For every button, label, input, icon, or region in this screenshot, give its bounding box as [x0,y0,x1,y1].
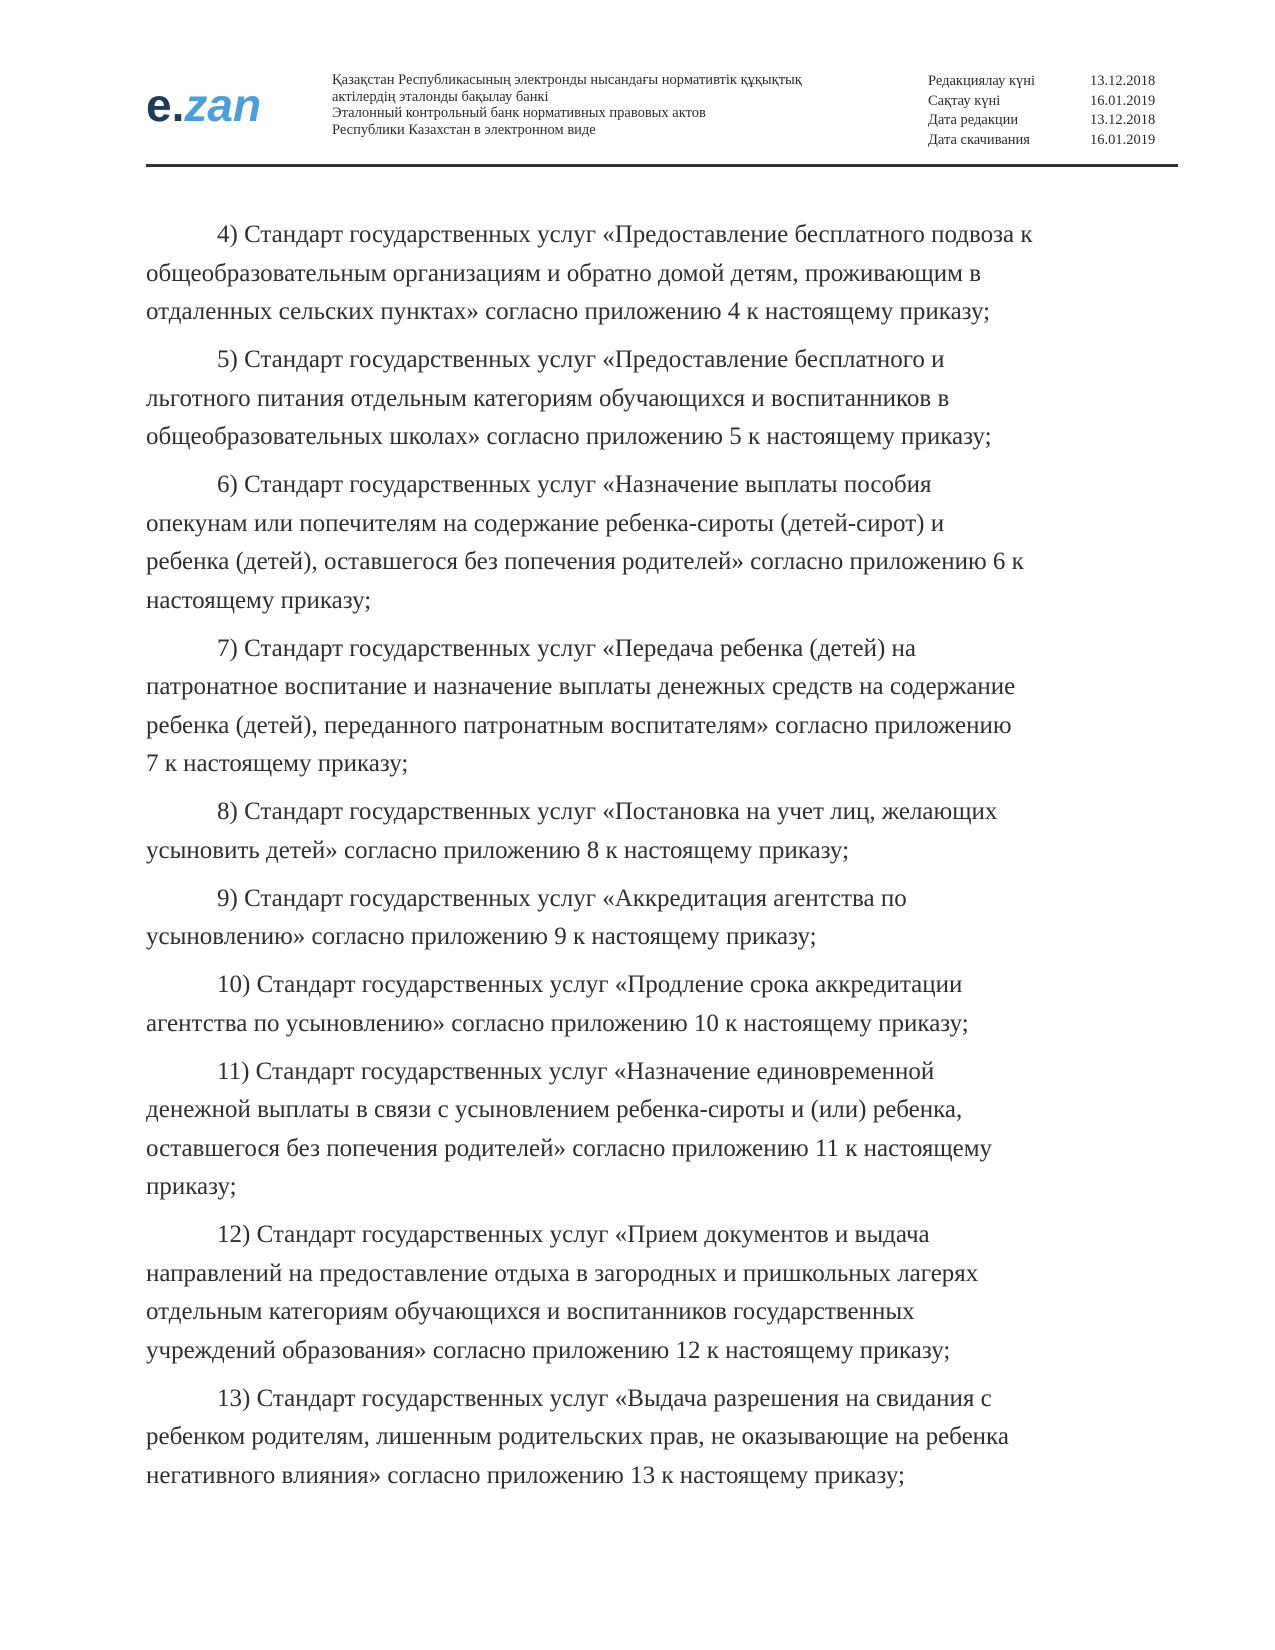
paragraph-line: приказу; [146,1173,237,1200]
meta-row [928,92,1170,112]
paragraph-line: денежной выплаты в связи с усыновлением ребенка-сироты и (или) ребенка, [146,1096,963,1123]
header-title-line: Республики Казахстан в электронном виде [332,121,596,138]
list-item-paragraph [146,880,1176,957]
paragraph-line: отдельным категориям обучающихся и воспитанников государственных [146,1298,915,1325]
meta-value: 16.01.2019 [1090,131,1156,148]
header-meta-table [928,72,1170,150]
paragraph-line: 6) Стандарт государственных услуг «Назначение выплаты пособия [217,471,932,498]
header-title-line: Қазақстан Республикасының электронды нысандағы нормативтік құқықтық [332,72,802,88]
header-title [332,72,892,138]
logo-dot: . [171,79,185,131]
list-item-paragraph [146,1216,1176,1370]
paragraph-line: ребенка (детей), оставшегося без попечения родителей» согласно приложению 6 к [146,548,1024,575]
paragraph-line: усыновить детей» согласно приложению 8 к настоящему приказу; [146,836,850,864]
meta-row [928,111,1170,131]
list-item-paragraph [146,216,1176,332]
paragraph-line: направлений на предоставление отдыха в загородных и пришкольных лагерях [146,1259,979,1287]
list-item-paragraph [146,630,1176,784]
meta-label: Редакциялау күні [928,73,1036,89]
ezan-logo[interactable] [146,79,262,131]
paragraph-line: отдаленных сельских пунктах» согласно приложению 4 к настоящему приказу; [146,298,991,325]
paragraph-line: 7 к настоящему приказу; [146,750,409,777]
paragraph-line: 13) Стандарт государственных услуг «Выдача разрешения на свидания с [217,1384,992,1412]
logo-zan: zan [184,79,262,131]
list-item-paragraph [146,1380,1176,1496]
paragraph-line: общеобразовательным организациям и обратно домой детям, проживающим в [146,259,982,287]
list-item-paragraph [146,466,1176,620]
document-body [146,216,1176,1505]
paragraph-line: 12) Стандарт государственных услуг «Прием документов и выдача [217,1221,930,1248]
paragraph-line: 9) Стандарт государственных услуг «Аккредитация агентства по [217,884,907,912]
meta-row [928,131,1170,151]
paragraph-line: 10) Стандарт государственных услуг «Продление срока аккредитации [217,971,963,998]
paragraph-line: 11) Стандарт государственных услуг «Назначение единовременной [217,1057,935,1085]
meta-row [928,72,1170,92]
meta-label: Дата скачивания [928,131,1030,148]
meta-label: Дата редакции [928,112,1019,128]
paragraph-line: настоящему приказу; [146,586,372,614]
paragraph-line: общеобразовательных школах» согласно приложению 5 к настоящему приказу; [146,423,992,450]
logo-e: e [146,79,172,131]
list-item-paragraph [146,1053,1176,1207]
header-divider [146,164,1178,167]
paragraph-line: учреждений образования» согласно приложению 12 к настоящему приказу; [146,1336,951,1364]
meta-value: 13.12.2018 [1090,73,1156,89]
paragraph-line: 5) Стандарт государственных услуг «Предоставление бесплатного и [217,346,945,373]
list-item-paragraph [146,966,1176,1043]
paragraph-line: опекунам или попечителям на содержание ребенка-сироты (детей-сирот) и [146,509,945,537]
paragraph-line: 8) Стандарт государственных услуг «Постановка на учет лиц, желающих [217,798,998,825]
document-header [146,64,1176,164]
list-item-paragraph [146,793,1176,870]
list-item-paragraph [146,341,1176,457]
paragraph-line: негативного влияния» согласно приложению 13 к настоящему приказу; [146,1461,905,1489]
paragraph-line: агентства по усыновлению» согласно приложению 10 к настоящему приказу; [146,1009,969,1037]
paragraph-line: ребенка (детей), переданного патронатным воспитателям» согласно приложению [146,711,1012,739]
meta-value: 16.01.2019 [1090,92,1156,109]
paragraph-line: патронатное воспитание и назначение выплаты денежных средств на содержание [146,673,1016,700]
paragraph-line: 7) Стандарт государственных услуг «Передача ребенка (детей) на [217,634,917,662]
meta-value: 13.12.2018 [1090,112,1156,128]
paragraph-line: 4) Стандарт государственных услуг «Предоставление бесплатного подвоза к [217,221,1033,248]
header-title-line: актілердің эталонды бақылау банкі [332,88,549,105]
paragraph-line: усыновлению» согласно приложению 9 к настоящему приказу; [146,923,817,950]
header-title-line: Эталонный контрольный банк нормативных правовых актов [332,105,706,121]
meta-label: Сақтау күні [928,92,1001,109]
paragraph-line: ребенком родителям, лишенным родительских прав, не оказывающие на ребенка [146,1423,1009,1450]
paragraph-line: оставшегося без попечения родителей» согласно приложению 11 к настоящему [146,1134,993,1162]
paragraph-line: льготного питания отдельным категориям обучающихся и воспитанников в [146,384,950,412]
